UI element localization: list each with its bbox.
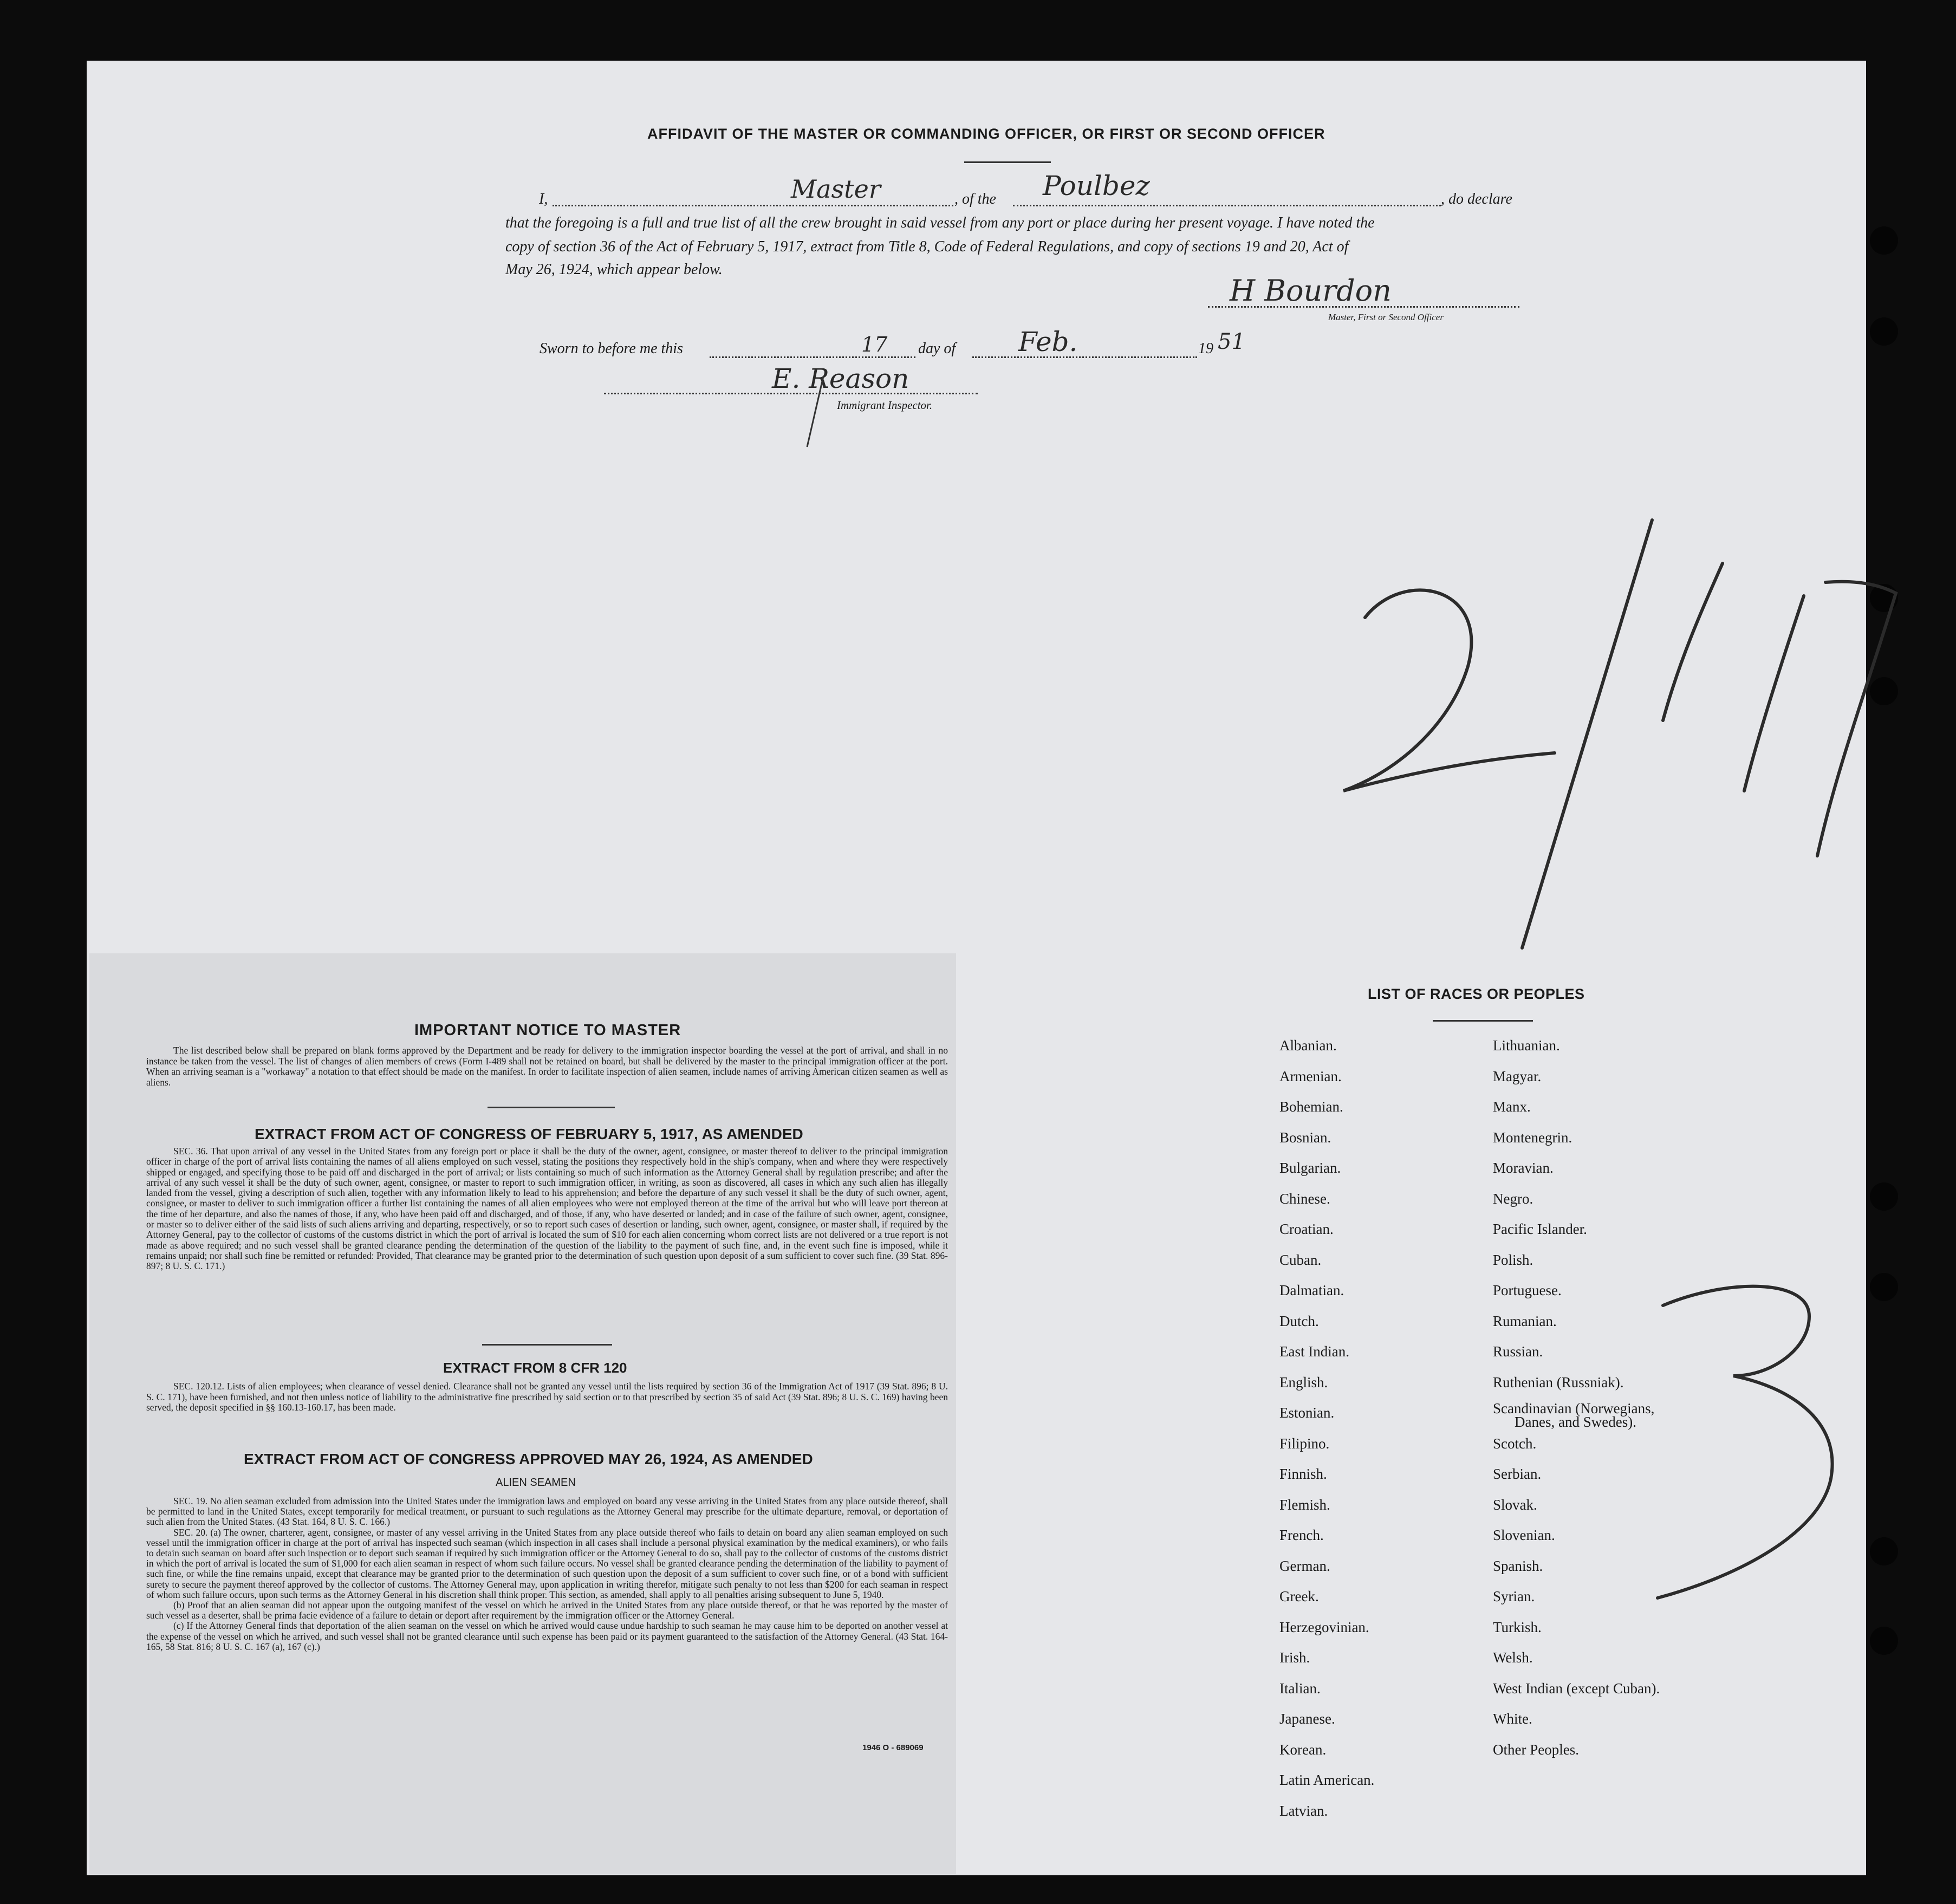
races-left-column	[1279, 1030, 1374, 1826]
extract1924-title: EXTRACT FROM ACT OF CONGRESS APPROVED MAY 26, 1924, AS AMENDED	[244, 1451, 813, 1467]
big-number-strokes	[1327, 488, 1923, 964]
race-item: White.	[1493, 1711, 1532, 1727]
punch-hole	[1870, 226, 1898, 255]
month-line	[972, 356, 1197, 358]
do-declare: , do declare	[1441, 191, 1512, 207]
race-item: Montenegrin.	[1493, 1129, 1572, 1146]
race-item: Herzegovinian.	[1279, 1619, 1369, 1635]
punch-hole	[1870, 317, 1898, 346]
punch-hole	[1870, 1627, 1898, 1655]
race-item: Polish.	[1493, 1251, 1533, 1268]
race-item: Scotch.	[1493, 1435, 1537, 1452]
extract-cfr-title: EXTRACT FROM 8 CFR 120	[443, 1360, 627, 1376]
race-item: Japanese.	[1279, 1711, 1335, 1727]
extract1917-rule	[482, 1344, 612, 1346]
inspector-signature: E. Reason	[772, 363, 909, 394]
race-item: Latvian.	[1279, 1802, 1328, 1819]
race-item: Dalmatian.	[1279, 1282, 1344, 1298]
extract-cfr-paragraph: SEC. 120.12. Lists of alien employees; when clearance of vessel denied. Clearance shall not be granted any vessel until the lists required by section 36 of the Immigration Act of 1917 (39 Stat. 896; 8 U. S. C. 171), have been furnished, and not then unless notice of liability to the administrative fine prescribed by said section or to that prescribed by section 35 of said Act (39 Stat. 896; 8 U. S. C. 169) having been served, the deposit specified in §§ 160.13-160.17, has been made.	[146, 1381, 948, 1413]
corner-number: 3	[1831, 1603, 1836, 1612]
races-title: LIST OF RACES OR PEOPLES	[1368, 986, 1585, 1002]
vessel-line	[1013, 205, 1441, 206]
race-item: Korean.	[1279, 1741, 1327, 1758]
extract1917-title: EXTRACT FROM ACT OF CONGRESS OF FEBRUARY 5, 1917, AS AMENDED	[255, 1126, 803, 1142]
punch-hole	[1870, 1273, 1898, 1301]
race-item: Serbian.	[1493, 1466, 1542, 1482]
year-prefix: 19	[1198, 340, 1213, 357]
race-item: Armenian.	[1279, 1068, 1342, 1084]
race-item-scandinavian	[1493, 1398, 1660, 1428]
day-line	[710, 356, 915, 358]
race-item: Welsh.	[1493, 1649, 1533, 1666]
sec20c-paragraph: (c) If the Attorney General finds that deportation of the alien seaman on the vessel on which he arrived would cause undue hardship to such seaman he may cause him to be deported on another vessel at the expense of the vessel on which he arrived, and such vessel shall not be granted clearance until such expense has been paid or its payment guaranteed to the satisfaction of the Attorney General. (43 Stat. 164-165, 58 Stat. 816; 8 U. S. C. 167 (a), 167 (c).)	[146, 1620, 948, 1652]
rank-line	[553, 205, 953, 206]
race-item: Latin American.	[1279, 1772, 1375, 1788]
race-item: Slovak.	[1493, 1496, 1537, 1513]
race-item: Filipino.	[1279, 1435, 1330, 1452]
master-signature: H Bourdon	[1230, 274, 1392, 308]
lower-left-panel	[89, 953, 956, 1874]
race-item: Scandinavian (Norwegians,	[1493, 1400, 1655, 1416]
race-item: Cuban.	[1279, 1251, 1322, 1268]
race-item: English.	[1279, 1374, 1328, 1390]
corner-number-strokes	[1647, 1240, 1853, 1609]
race-item: Pacific Islander.	[1493, 1221, 1587, 1237]
inspector-signature-stroke	[802, 374, 834, 450]
race-item: Spanish.	[1493, 1557, 1543, 1574]
notice-paragraph: The list described below shall be prepared on blank forms approved by the Department and be ready for delivery to the immigration inspector boarding the vessel at the port of arrival, and shall in no instance be taken from the vessel. The list of changes of alien members of crews (Form I-489 shall not be retained on board, but shall be delivered by the master to the principal immigration officer at the port. When an arriving seaman is a "workaway" a notation to that effect should be made on the manifest. In order to facilitate inspection of alien seamen, include names of arriving American citizen seamen as well as aliens.	[146, 1045, 948, 1088]
vessel-name: Poulbez	[1043, 170, 1150, 202]
day-of: day of	[918, 340, 956, 357]
race-item: Chinese.	[1279, 1190, 1330, 1207]
affidavit-line4: May 26, 1924, which appear below.	[505, 261, 723, 278]
races-right-column	[1493, 1030, 1660, 1765]
extract1924-subtitle: ALIEN SEAMEN	[496, 1477, 576, 1489]
race-item: Estonian.	[1279, 1405, 1335, 1421]
inspector-caption: Immigrant Inspector.	[837, 399, 933, 412]
race-item: West Indian (except Cuban).	[1493, 1680, 1660, 1697]
notice-rule	[488, 1107, 615, 1108]
big-number: 2/17	[1831, 921, 1848, 930]
punch-hole	[1870, 1182, 1898, 1211]
race-item: Greek.	[1279, 1588, 1319, 1604]
race-item: Syrian.	[1493, 1588, 1535, 1604]
notice-title: IMPORTANT NOTICE TO MASTER	[414, 1022, 681, 1039]
race-item: Ruthenian (Russniak).	[1493, 1374, 1624, 1390]
affidavit-line2: that the foregoing is a full and true list of all the crew brought in said vessel from any port or place during her present voyage. I have noted the	[505, 215, 1375, 231]
extract1917-body	[146, 1146, 948, 1272]
race-item: Other Peoples.	[1493, 1741, 1579, 1758]
officer-rank: Master	[791, 174, 881, 204]
race-item: Bulgarian.	[1279, 1160, 1341, 1176]
sec20a-paragraph: SEC. 20. (a) The owner, charterer, agent, consignee, or master of any vessel arriving in the United States from any place outside thereof who fails to detain on board any alien seaman employed on such vessel until the immigration officer in charge at the port of arrival has inspected such seaman (which inspection in all cases shall include a personal physical examination by the medical examiners), or who fails to detain such seaman on board after such inspection or to deport such seaman if required by such immigration officer or the Attorney General to do so, shall pay to the collector of customs of the customs district in which the port of arrival is located the sum of $1,000 for each alien seaman in respect of whom such failure occurs. No vessel shall be granted clearance pending the determination of the liability to payment of such fine, or while the fine remains unpaid, except that clearance may be granted prior to the determination of such question upon the deposit of a sum sufficient to cover such fine, or of a bond with sufficient surety to secure the payment thereof approved by the collector of customs. The Attorney General may, upon application in writing therefor, mitigate such penalty to not less than $200 for each seaman in respect of whom such failure occurs, upon such terms as the Attorney General in his discretion shall think proper. This section, as amended, shall apply to all penalties arising subsequent to June 5, 1940.	[146, 1526, 948, 1600]
race-item: Slovenian.	[1493, 1527, 1555, 1543]
heading-rule	[964, 161, 1051, 163]
extract-cfr-body	[146, 1381, 948, 1413]
race-item: Russian.	[1493, 1343, 1543, 1360]
race-item: Flemish.	[1279, 1496, 1330, 1513]
affidavit-line3: copy of section 36 of the Act of February 5, 1917, extract from Title 8, Code of Federal Regulations, and copy of sections 19 and 20, Act of	[505, 238, 1349, 255]
month-value: Feb.	[1018, 326, 1078, 358]
sec19-paragraph: SEC. 19. No alien seaman excluded from admission into the United States under the immigration laws and employed on board any vesse arriving in the United States from any place outside thereof, shall be permitted to land in the United States, except temporarily for medical treatment, or pursuant to such regulations as the Attorney General may prescribe for the ultimate departure, removal, or deportation of such alien from the United States. (43 Stat. 164, 8 U. S. C. 166.)	[146, 1496, 948, 1528]
race-item: Negro.	[1493, 1190, 1533, 1207]
extract1924-body	[146, 1496, 948, 1652]
notice-body	[146, 1045, 948, 1088]
punch-hole	[1870, 1537, 1898, 1565]
race-item: Lithuanian.	[1493, 1037, 1560, 1054]
sworn-prefix: Sworn to before me this	[540, 340, 683, 357]
race-item: Croatian.	[1279, 1221, 1334, 1237]
race-item: Irish.	[1279, 1649, 1310, 1666]
affidavit-heading: AFFIDAVIT OF THE MASTER OR COMMANDING OFFICER, OR FIRST OR SECOND OFFICER	[647, 126, 1325, 142]
race-item: East Indian.	[1279, 1343, 1349, 1360]
race-item: Dutch.	[1279, 1312, 1319, 1329]
race-item: Bosnian.	[1279, 1129, 1331, 1146]
race-item: Portuguese.	[1493, 1282, 1562, 1298]
extract1917-paragraph: SEC. 36. That upon arrival of any vessel in the United States from any foreign port or place it shall be the duty of the owner, agent, consignee, or master thereof to deliver to the principal immigration officer in charge of the port of arrival lists containing the names of all aliens employed on such vessel, stating the positions they respectively hold in the ship's company, when and where they were respectively shipped or engaged, and specifying those to be paid off and discharged in the port of arrival; or lists containing so much of such information as the Attorney General shall by regulation prescribe; and after the arrival of any such vessel it shall be the duty of such owner, agent, consignee, or master to report to such immigration officer, in writing, as soon as discovered, all cases in which any such alien has illegally landed from the vessel, giving a description of such alien, together with any information likely to lead to his apprehension; and before the departure of any such vessel it shall be the duty of such owner, agent, consignee, or master to deliver to such immigration officer a further list containing the names of all alien employees who were not employed thereon at the time of the arrival but who will leave port thereon at the time of her departure, and also the names of those, if any, who have been paid off and discharged, and of those, if any, who have deserted or landed; and in case of the failure of such owner, agent, consignee, or master so to deliver either of the said lists of such aliens arriving and departing, respectively, or so to report such cases of desertion or landing, such owner, agent, consignee, or master shall, if required by the Attorney General, pay to the collector of customs of the customs district in which the port of arrival is located the sum of $10 for each alien concerning whom correct lists are not delivered or a true report is not made as above required; and no such vessel shall be granted clearance pending the determination of the question of the liability to the payment of such fine, and, in the event such fine is imposed, while it remains unpaid; nor shall such fine be remitted or refunded: Provided, That clearance may be granted prior to the determination of such question upon deposit of a sum sufficient to cover such fine. (39 Stat. 896-897; 8 U. S. C. 171.)	[146, 1146, 948, 1272]
race-item: Magyar.	[1493, 1068, 1542, 1084]
race-item: Manx.	[1493, 1099, 1531, 1115]
race-item: Italian.	[1279, 1680, 1321, 1697]
signature-caption: Master, First or Second Officer	[1328, 312, 1444, 322]
sec20b-paragraph: (b) Proof that an alien seaman did not appear upon the outgoing manifest of the vessel on which he arrived in the United States from any place outside thereof, or that he was reported by the master of such vessel as a deserter, shall be prima facie evidence of a failure to detain or deport after requirement by the immigration officer or the Attorney General.	[146, 1600, 948, 1621]
print-code: 1946 O - 689069	[862, 1743, 924, 1752]
race-item: French.	[1279, 1527, 1324, 1543]
of-the: , of the	[954, 191, 996, 207]
race-item: Bohemian.	[1279, 1099, 1343, 1115]
race-item: Rumanian.	[1493, 1312, 1557, 1329]
race-item: Turkish.	[1493, 1619, 1542, 1635]
race-item: German.	[1279, 1557, 1330, 1574]
race-item: Albanian.	[1279, 1037, 1337, 1054]
races-rule	[1433, 1020, 1533, 1022]
race-item-continued: Danes, and Swedes).	[1515, 1414, 1636, 1430]
pre-i: I,	[539, 191, 548, 207]
year-value: 51	[1218, 329, 1245, 354]
race-item: Moravian.	[1493, 1160, 1554, 1176]
day-value: 17	[861, 333, 888, 356]
race-item: Finnish.	[1279, 1466, 1327, 1482]
